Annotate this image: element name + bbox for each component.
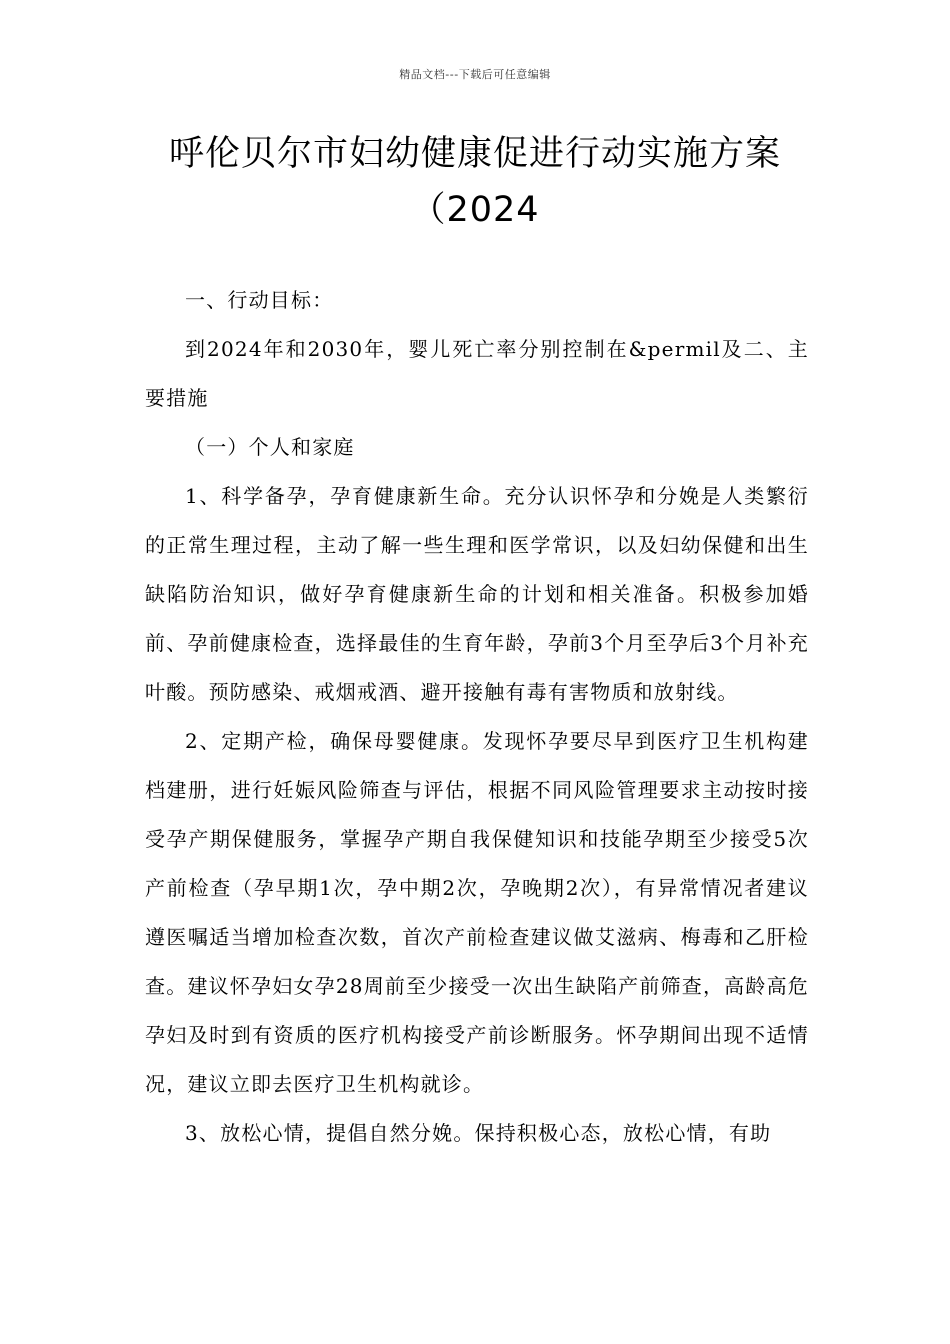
- title-line-2: （2024: [410, 190, 540, 230]
- paragraph-goals: 到2024年和2030年，婴儿死亡率分别控制在&permil及二、主要措施: [145, 337, 809, 410]
- paragraph-item-2: 2、定期产检，确保母婴健康。发现怀孕要尽早到医疗卫生机构建档建册，进行妊娠风险筛查与评估，根据不同风险管理要求主动按时接受孕产期保健服务，掌握孕产期自我保健知识和技能孕期至少接受5次产前检查（孕早期1次，孕中期2次，孕晚期2次），有异常情况者建议遵医嘱适当增加检查次数，首次产前检查建议做艾滋病、梅毒和乙肝检查。建议怀孕妇女孕28周前至少接受一次出生缺陷产前筛查，高龄高危孕妇及时到有资质的医疗机构接受产前诊断服务。怀孕期间出现不适情况，建议立即去医疗卫生机构就诊。: [145, 729, 809, 1096]
- paragraph-item-3: 3、放松心情，提倡自然分娩。保持积极心态，放松心情，有助: [185, 1121, 772, 1145]
- document-title: [140, 126, 810, 238]
- subsection-heading-individual-family: （一）个人和家庭: [185, 435, 355, 459]
- document-body: [145, 276, 809, 1158]
- title-line-1: 呼伦贝尔市妇幼健康促进行动实施方案: [168, 134, 781, 174]
- paragraph-item-1: 1、科学备孕，孕育健康新生命。充分认识怀孕和分娩是人类繁衍的正常生理过程，主动了解一些生理和医学常识，以及妇幼保健和出生缺陷防治知识，做好孕育健康新生命的计划和相关准备。积极参加婚前、孕前健康检查，选择最佳的生育年龄，孕前3个月至孕后3个月补充叶酸。预防感染、戒烟戒酒、避开接触有毒有害物质和放射线。: [145, 484, 809, 704]
- section-heading-goals: 一、行动目标：: [185, 288, 334, 312]
- header-note: 精品文档---下载后可任意编辑: [399, 68, 551, 81]
